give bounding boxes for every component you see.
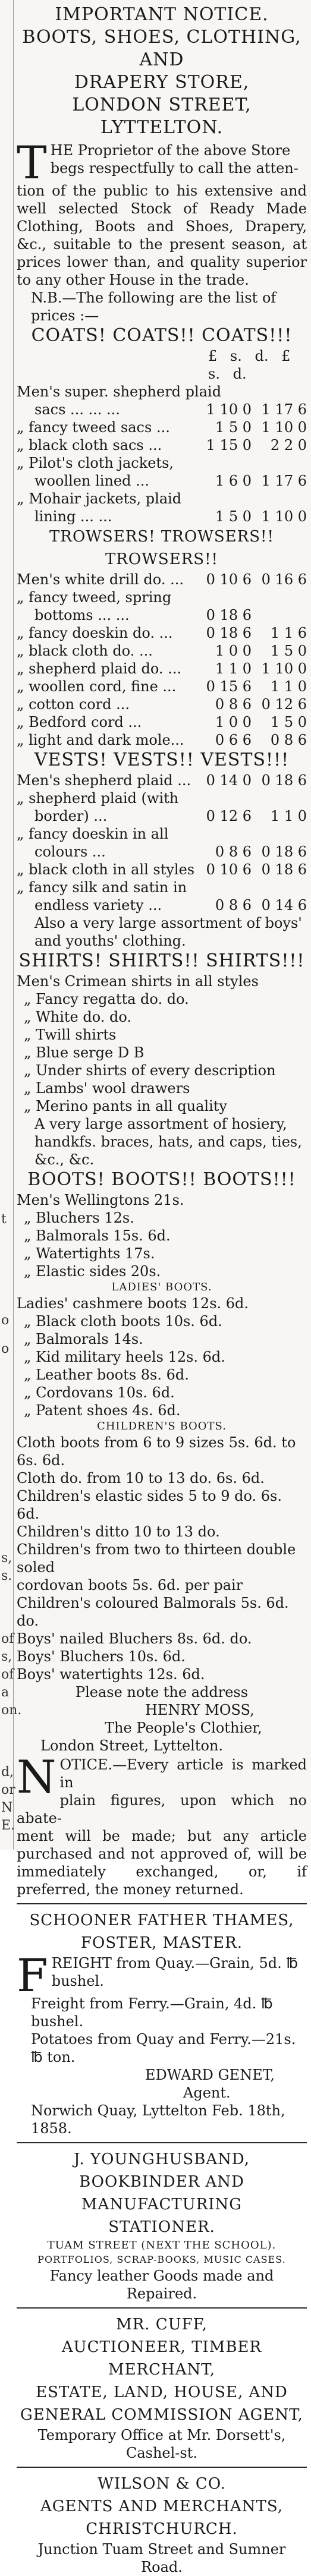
bookbinder-street: TUAM STREET (NEXT THE SCHOOL). xyxy=(47,2239,277,2251)
list-item: Boys' nailed Bluchers 8s. 6d. do. xyxy=(17,1630,252,1647)
bookbinder-trade: STATIONER. xyxy=(108,2218,215,2236)
price-high: 0 14 6 xyxy=(261,897,307,914)
list-item: „ Bluchers 12s. xyxy=(24,1210,134,1226)
list-item: „ White do. do. xyxy=(24,1009,132,1025)
margin-fragment: of xyxy=(1,1667,14,1682)
schooner-title: SCHOONER FATHER THAMES, xyxy=(29,1911,294,1929)
drop-cap: F xyxy=(17,1949,48,2002)
price-row xyxy=(17,571,307,588)
price-row xyxy=(17,789,307,807)
price-row xyxy=(17,588,307,606)
item-label: „ fancy doeskin do. ... xyxy=(17,625,173,641)
list-item: „ Leather boots 8s. 6d. xyxy=(24,1366,189,1383)
price-row xyxy=(17,878,307,896)
list-item: Ladies' cashmere boots 12s. 6d. xyxy=(17,1295,249,1312)
price-low: 0 18 6 xyxy=(206,607,252,623)
item-label: „ Bedford cord ... xyxy=(17,714,142,730)
clothing-store-advertisement xyxy=(17,4,307,1898)
price-high: 0 12 6 xyxy=(261,696,307,713)
notice-line: plain figures, upon which no abate- xyxy=(17,1792,307,1826)
item-label: „ black cloth do. ... xyxy=(17,643,153,659)
list-item: „ Under shirts of every description xyxy=(24,1062,276,1079)
price-row xyxy=(17,472,307,490)
item-label: endless variety ... xyxy=(34,897,162,914)
price-high: 1 5 0 xyxy=(270,643,307,659)
price-low: 1 15 0 xyxy=(206,437,252,454)
item-label: „ black cloth in all styles xyxy=(17,861,195,878)
auctioneer-advertisement xyxy=(17,2313,307,2462)
list-item: „ Elastic sides 20s. xyxy=(24,1263,161,1280)
address-note: Please note the address xyxy=(75,1684,249,1700)
list-item: „ Cordovans 10s. 6d. xyxy=(24,1384,175,1401)
price-high: 1 5 0 xyxy=(270,714,307,730)
item-label: „ fancy tweed sacs ... xyxy=(17,419,170,436)
merchants-name: WILSON & CO. xyxy=(98,2475,226,2493)
shirts-heading: SHIRTS! SHIRTS!! SHIRTS!!! xyxy=(18,950,305,971)
item-label: „ fancy tweed, spring xyxy=(17,589,172,606)
item-label: „ black cloth sacs ... xyxy=(17,437,162,454)
price-low: 0 10 6 xyxy=(206,861,252,878)
divider xyxy=(17,2142,307,2143)
auctioneer-name: MR. CUFF, xyxy=(116,2316,208,2333)
potatoes-rate: Potatoes from Quay and Ferry.—21s. ℔ ton. xyxy=(31,2031,296,2065)
margin-fragment: a xyxy=(1,1685,10,1700)
price-high: 1 1 6 xyxy=(270,625,307,641)
list-item: Children's elastic sides 5 to 9 do. 6s. 6d. xyxy=(17,1488,282,1522)
price-row xyxy=(17,843,307,861)
shirts-note: A very large assortment of hosiery, handkfs. braces, hats, and caps, ties, &c., &c. xyxy=(34,1116,302,1168)
item-label: border) ... xyxy=(34,808,108,824)
vests-heading: VESTS! VESTS!! VESTS!!! xyxy=(34,750,290,770)
vests-price-list xyxy=(17,771,307,914)
coats-price-list xyxy=(17,383,307,525)
left-column-margin xyxy=(0,0,22,1850)
price-row xyxy=(17,660,307,678)
auctioneer-trade: AUCTIONEER, TIMBER MERCHANT, xyxy=(61,2338,262,2379)
list-item: Men's Crimean shirts in all styles xyxy=(17,973,259,990)
price-low: 1 0 0 xyxy=(215,714,252,730)
list-item: Men's Wellingtons 21s. xyxy=(17,1192,184,1208)
list-item: cordovan boots 5s. 6d. per pair xyxy=(17,1577,243,1594)
shirts-list xyxy=(17,972,307,1115)
divider xyxy=(17,2467,307,2468)
price-row xyxy=(17,624,307,642)
coats-heading: COATS! COATS!! COATS!!! xyxy=(31,325,293,346)
price-row xyxy=(17,606,307,624)
price-low: 0 18 6 xyxy=(206,625,252,641)
list-item: „ Merino pants in all quality xyxy=(24,1098,227,1114)
price-high: 1 17 6 xyxy=(261,473,307,489)
freight-line: bushel. xyxy=(51,1973,104,1989)
price-low: 1 6 0 xyxy=(215,473,252,489)
list-item: „ Black cloth boots 10s. 6d. xyxy=(24,1313,222,1330)
list-item: „ Fancy regatta do. do. xyxy=(24,991,189,1007)
item-label: „ fancy silk and satin in xyxy=(17,879,187,896)
bookbinder-fancy-goods: Fancy leather Goods made and Repaired. xyxy=(49,2268,274,2302)
item-label: „ cotton cord ... xyxy=(17,696,130,713)
price-row xyxy=(17,383,307,401)
price-low: 0 8 6 xyxy=(215,696,252,713)
childrens-boots-heading: CHILDREN'S BOOTS. xyxy=(97,1420,227,1432)
price-low: 1 0 0 xyxy=(215,643,252,659)
childrens-boots-list xyxy=(17,1434,307,1683)
price-low: 0 12 6 xyxy=(206,808,252,824)
margin-fragment: or xyxy=(1,1783,15,1797)
price-high: 0 18 6 xyxy=(261,843,307,860)
bookbinder-trade: BOOKBINDER AND MANUFACTURING xyxy=(79,2173,244,2213)
proprietor-location: London Street, Lyttelton. xyxy=(40,1737,224,1754)
store-street: LONDON STREET, LYTTELTON. xyxy=(72,95,252,138)
margin-fragment: o xyxy=(1,1341,10,1356)
auctioneer-trade: GENERAL COMMISSION AGENT, xyxy=(20,2406,303,2424)
price-high: 2 2 0 xyxy=(270,437,307,454)
trowsers-heading: TROWSERS! TROWSERS!! TROWSERS!! xyxy=(49,528,274,568)
list-item: „ Watertights 17s. xyxy=(24,1245,155,1262)
margin-fragment: s. xyxy=(1,1569,12,1583)
divider xyxy=(17,2307,307,2309)
list-item: Children's ditto 10 to 13 do. xyxy=(17,1523,220,1540)
item-label: „ Pilot's cloth jackets, xyxy=(17,455,174,471)
price-row xyxy=(17,436,307,454)
price-row xyxy=(17,642,307,660)
margin-fragment: E. xyxy=(1,1818,15,1833)
price-row xyxy=(17,695,307,713)
price-row xyxy=(17,713,307,731)
price-high: 1 1 0 xyxy=(270,808,307,824)
price-high: 0 16 6 xyxy=(261,571,307,588)
price-high: 1 1 0 xyxy=(270,678,307,695)
schooner-dateline: Norwich Quay, Lyttelton Feb. 18th, 1858. xyxy=(31,2102,285,2137)
vests-note: Also a very large assortment of boys' and youths' clothing. xyxy=(34,915,302,949)
margin-fragment: of xyxy=(1,1632,14,1646)
ad-title: IMPORTANT NOTICE. xyxy=(55,4,269,25)
auctioneer-trade: ESTATE, LAND, HOUSE, AND xyxy=(36,2383,288,2401)
price-row xyxy=(17,401,307,418)
price-row xyxy=(17,678,307,695)
advertisement-column xyxy=(17,4,307,2576)
price-low: 0 6 6 xyxy=(215,732,252,748)
margin-fragment: on. xyxy=(1,1703,22,1718)
merchants-advertisement xyxy=(17,2473,307,2576)
price-row xyxy=(17,825,307,843)
margin-fragment: d, xyxy=(1,1765,14,1780)
price-low: 0 15 6 xyxy=(206,678,252,695)
drop-cap: T xyxy=(17,136,47,189)
nb-line: N.B.—The following are the list of prices :— xyxy=(31,289,277,324)
list-item: Cloth do. from 10 to 13 do. 6s. 6d. xyxy=(17,1470,265,1487)
margin-fragment: N xyxy=(1,1800,13,1815)
price-low: 1 5 0 xyxy=(215,508,252,525)
item-label: „ fancy doeskin in all xyxy=(17,826,169,842)
price-high: 1 10 0 xyxy=(261,660,307,677)
price-low: 0 8 6 xyxy=(215,843,252,860)
item-label: „ woollen cord, fine ... xyxy=(17,678,177,695)
price-high: 1 10 0 xyxy=(261,419,307,436)
merchants-address: Junction Tuam Street and Sumner Road. xyxy=(37,2541,286,2575)
price-row xyxy=(17,454,307,472)
boots-heading: BOOTS! BOOTS!! BOOTS!!! xyxy=(27,1169,296,1190)
divider xyxy=(17,1903,307,1904)
schooner-advertisement xyxy=(17,1909,307,2137)
currency-header: £ s. d. £ s. d. xyxy=(208,348,291,382)
proprietor-title: The People's Clothier, xyxy=(105,1720,262,1736)
proprietor-name: HENRY MOSS, xyxy=(145,1702,255,1718)
item-label: sacs ... ... ... xyxy=(34,401,120,418)
agent-name: EDWARD GENET, xyxy=(145,2067,275,2083)
ladies-boots-list xyxy=(17,1295,307,1419)
freight-quay xyxy=(17,1949,307,2002)
price-low: 0 14 0 xyxy=(206,772,252,789)
exchange-notice xyxy=(17,1750,307,1898)
mens-boots-list xyxy=(17,1191,307,1280)
ladies-boots-heading: LADIES' BOOTS. xyxy=(111,1281,212,1293)
bookbinder-name: J. YOUNGHUSBAND, xyxy=(73,2150,250,2168)
freight-line: REIGHT from Quay.—Grain, 5d. ℔ xyxy=(51,1955,299,1972)
price-high: 0 18 6 xyxy=(261,861,307,878)
trowsers-price-list xyxy=(17,571,307,749)
intro-line: HE Proprietor of the above Store xyxy=(50,142,291,159)
merchants-trade: AGENTS AND MERCHANTS, xyxy=(40,2498,284,2515)
price-row xyxy=(17,861,307,878)
margin-fragment: s, xyxy=(1,1551,12,1566)
schooner-master: FOSTER, MASTER. xyxy=(81,1934,243,1952)
price-high: 0 8 6 xyxy=(270,732,307,748)
list-item: Boys' Bluchers 10s. 6d. xyxy=(17,1648,186,1665)
item-label: lining ... ... xyxy=(34,508,112,525)
merchants-town: CHRISTCHURCH. xyxy=(86,2520,238,2538)
item-label: Men's super. shepherd plaid xyxy=(17,383,222,400)
auctioneer-office: Temporary Office at Mr. Dorsett's, Cashel-st. xyxy=(37,2427,286,2461)
item-label: bottoms ... ... xyxy=(34,607,130,623)
price-row xyxy=(17,807,307,825)
item-label: „ shepherd plaid do. ... xyxy=(17,660,182,677)
list-item: „ Twill shirts xyxy=(24,1026,117,1043)
list-item: Children's from two to thirteen double soled xyxy=(17,1541,296,1576)
item-label: Men's shepherd plaid ... xyxy=(17,772,191,789)
list-item: „ Balmorals 15s. 6d. xyxy=(24,1227,171,1244)
drop-cap: N xyxy=(17,1750,56,1803)
item-label: colours ... xyxy=(34,843,106,860)
bookbinder-advertisement xyxy=(17,2148,307,2303)
price-row xyxy=(17,490,307,508)
margin-fragment: s, xyxy=(1,1649,12,1664)
intro-text: tion of the public to his extensive and well selected Stock of Ready Made Clothing, Boots and Shoes, Drapery, &c., suitable to the present season, at prices lower than, and quality superior to any other House in the trade. xyxy=(17,182,307,288)
price-row xyxy=(17,896,307,914)
list-item: Boys' watertights 12s. 6d. xyxy=(17,1666,205,1683)
store-name-line: DRAPERY STORE, xyxy=(74,72,250,93)
price-low: 1 5 0 xyxy=(215,419,252,436)
item-label: „ light and dark mole... xyxy=(17,732,184,748)
price-row xyxy=(17,418,307,436)
price-row xyxy=(17,771,307,789)
item-label: „ Mohair jackets, plaid xyxy=(17,490,182,507)
margin-fragment: t xyxy=(1,1212,7,1227)
item-label: Men's white drill do. ... xyxy=(17,571,184,588)
margin-fragment: o xyxy=(1,1313,10,1328)
bookbinder-items: PORTFOLIOS, SCRAP-BOOKS, MUSIC CASES. xyxy=(37,2254,286,2265)
list-item: Cloth boots from 6 to 9 sizes 5s. 6d. to 6s. 6d. xyxy=(17,1434,296,1469)
price-high: 0 18 6 xyxy=(261,772,307,789)
item-label: woollen lined ... xyxy=(34,473,149,489)
list-item: „ Kid military heels 12s. 6d. xyxy=(24,1349,225,1365)
list-item: „ Balmorals 14s. xyxy=(24,1331,143,1347)
notice-line: OTICE.—Every article is marked in xyxy=(59,1756,307,1791)
store-name-line: BOOTS, SHOES, CLOTHING, AND xyxy=(22,27,301,70)
list-item: „ Patent shoes 4s. 6d. xyxy=(24,1402,181,1419)
price-low: 0 8 6 xyxy=(215,897,252,914)
list-item: „ Blue serge D B xyxy=(24,1044,144,1061)
intro-paragraph xyxy=(17,136,307,289)
price-low: 0 10 6 xyxy=(206,571,252,588)
list-item: „ Lambs' wool drawers xyxy=(24,1080,190,1097)
price-row xyxy=(17,508,307,525)
price-high: 1 10 0 xyxy=(261,508,307,525)
price-high: 1 17 6 xyxy=(261,401,307,418)
intro-line: begs respectfully to call the atten- xyxy=(50,160,299,177)
item-label: „ shepherd plaid (with xyxy=(17,790,179,807)
agent-title: Agent. xyxy=(183,2084,231,2101)
price-low: 1 1 0 xyxy=(215,660,252,677)
price-low: 1 10 0 xyxy=(206,401,252,418)
notice-text: ment will be made; but any article purchased and not approved of, will be immediately exchanged, or, if preferred, the money returned. xyxy=(17,1828,307,1898)
list-item: Children's coloured Balmorals 5s. 6d. do. xyxy=(17,1595,289,1629)
freight-ferry: Freight from Ferry.—Grain, 4d. ℔ bushel. xyxy=(31,1995,273,2030)
price-row xyxy=(17,731,307,749)
